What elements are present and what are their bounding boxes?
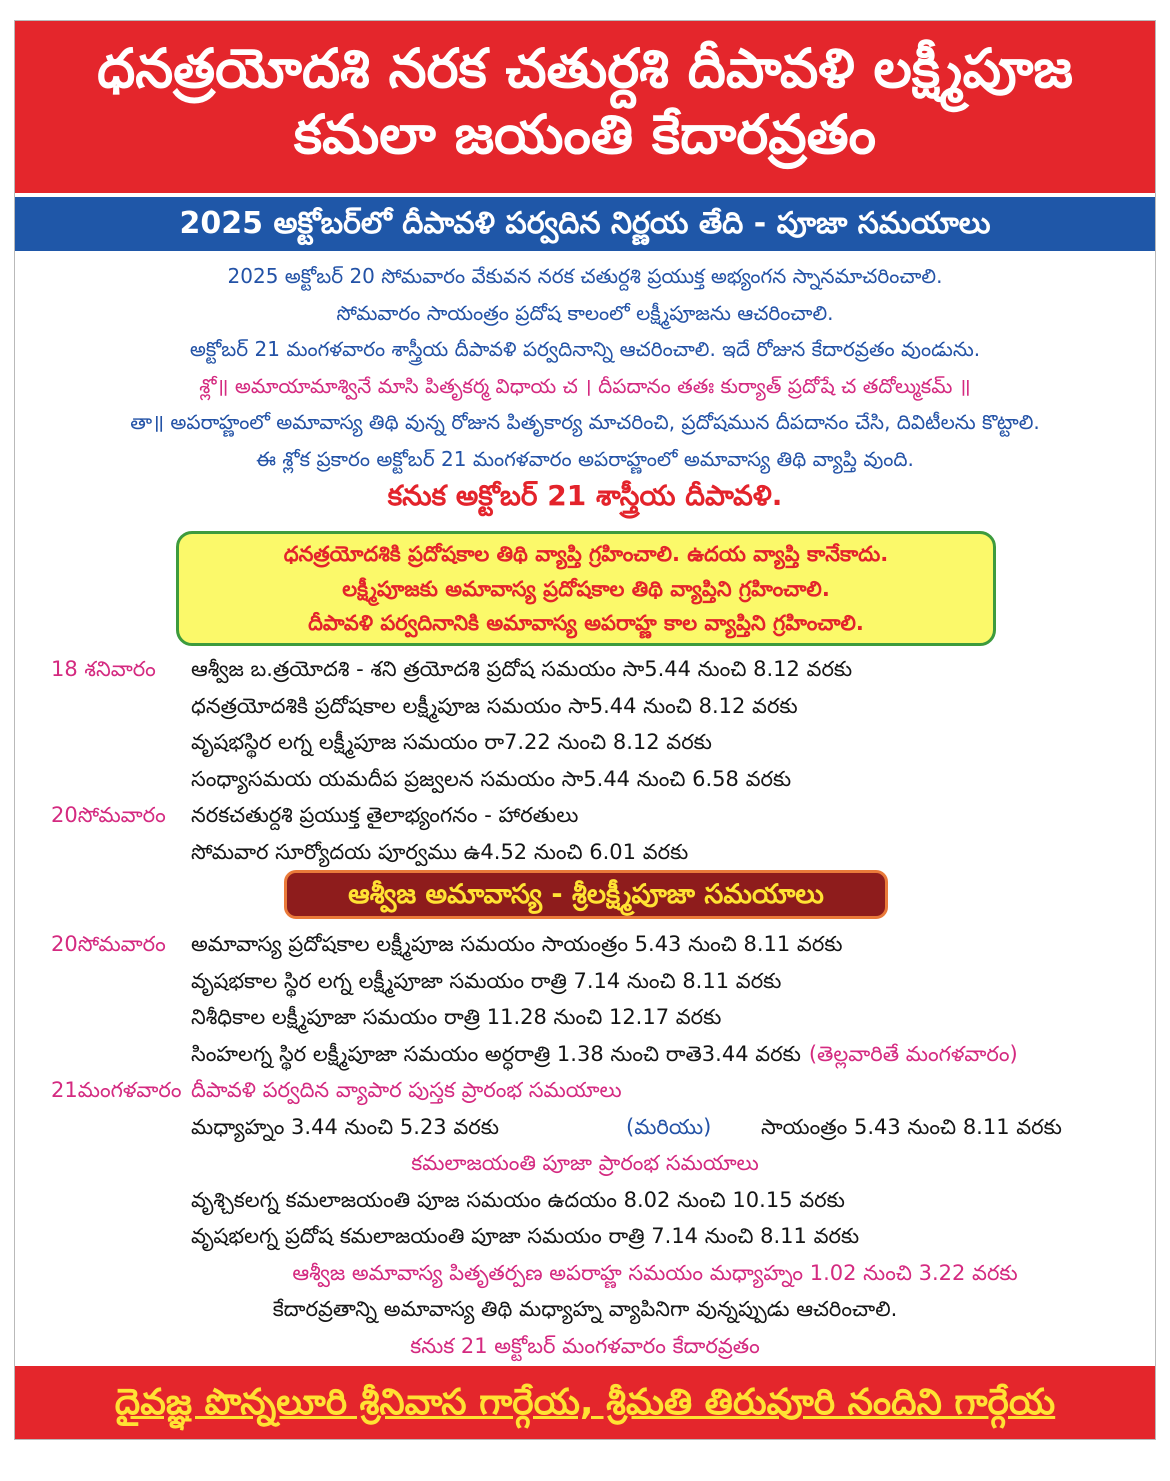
schedule-text: నిశీధికాల లక్ష్మీపూజా సమయం రాత్రి 11.28 నుంచి 12.17 వరకు (191, 1005, 722, 1029)
intro-line-1: 2025 అక్టోబర్ 20 సోమవారం వేకువన నరక చతుర్దశి ప్రయుక్త అభ్యంగన స్నానమాచరించాలి. (227, 264, 943, 288)
schedule-row (15, 1182, 1155, 1219)
intro-line-3: అక్టోబర్ 21 మంగళవారం శాస్త్రీయ దీపావళి పర్వదినాన్ని ఆచరించాలి. ఇదే రోజున కేదారవ్రతం వుండును. (189, 337, 981, 361)
rules-box (176, 531, 996, 646)
schedule-text: వృశ్చికలగ్న కమలాజయంతి పూజ సమయం ఉదయం 8.02 నుంచి 10.15 వరకు (191, 1187, 845, 1212)
amavasya-schedule (15, 926, 1155, 1364)
kedara-rule-text: కేదారవ్రతాన్ని అమావాస్య తిథి మధ్యాహ్న వ్యాపినిగా వున్నప్పుడు ఆచరించాలి. (272, 1297, 898, 1321)
kamala-jayanti-title-text: కమలాజయంతి పూజా ప్రారంభ సమయాలు (411, 1151, 759, 1175)
sloka-meaning: తా॥ అపరాహ్ణంలో అమావాస్య తిథి వున్న రోజున పితృకార్య మాచరించి, ప్రదోషమున దీపదానం చేసి, దివిటీలను కొట్టాలి. (130, 410, 1040, 434)
schedule-text: ఆశ్వీజ బ.త్రయోదశి - శని త్రయోదశి ప్రదోష సమయం సా5.44 నుంచి 8.12 వరకు (191, 657, 853, 681)
schedule-text: అమావాస్య ప్రదోషకాల లక్ష్మీపూజ సమయం సాయంత్రం 5.43 నుంచి 8.11 వరకు (191, 932, 843, 956)
kedara-conclusion-text: కనుక 21 అక్టోబర్ మంగళవారం కేదారవ్రతం (410, 1333, 760, 1358)
connector-text: (మరియు) (626, 1114, 712, 1139)
intro-line-6: ఈ శ్లోక ప్రకారం అక్టోబర్ 21 మంగళవారం అపరాహ్ణంలో అమావాస్య తిథి వ్యాప్తి వుంది. (256, 446, 914, 471)
business-books-title: దీపావళి పర్వదిన వ్యాపార పుస్తక ప్రారంభ సమయాలు (191, 1078, 622, 1102)
schedule-text: ధనత్రయోదశికి ప్రదోషకాల లక్ష్మీపూజ సమయం సా5.44 నుంచి 8.12 వరకు (191, 693, 798, 718)
business-books-day: 21మంగళవారం (51, 1078, 182, 1102)
rule-line: దీపావళి పర్వదినానికి అమావాస్య అపరాహ్ణ కాల వ్యాప్తిని గ్రహించాలి. (308, 611, 864, 635)
schedule-text: సంధ్యాసమయ యమదీప ప్రజ్వలన సమయం సా5.44 నుంచి 6.58 వరకు (191, 766, 792, 791)
intro-line-2: సోమవారం సాయంత్రం ప్రదోష కాలంలో లక్ష్మీపూజను ఆచరించాలి. (336, 300, 834, 325)
poster (14, 20, 1156, 1440)
schedule-day: 20సోమవారం (51, 803, 166, 827)
poster-header (15, 21, 1155, 193)
schedule-row (15, 761, 1155, 798)
schedule-text: వృషభస్థిర లగ్న లక్ష్మీపూజ సమయం రా7.22 నుంచి 8.12 వరకు (191, 730, 712, 754)
schedule-text: సోమవార సూర్యోదయ పూర్వము ఉ4.52 నుంచి 6.01 వరకు (191, 839, 689, 864)
footer-credit: దైవజ్ఞ పొన్నలూరి శ్రీనివాస గార్గేయ, శ్రీమతి తిరువూరి నందిని గార్గేయ (15, 1366, 1155, 1439)
schedule-row (15, 963, 1155, 1000)
schedule-row (15, 724, 1155, 761)
schedule-row (15, 999, 1155, 1036)
schedule-row (15, 926, 1155, 963)
schedule-row (15, 688, 1155, 725)
schedule-note: (తెల్లవారితే మంగళవారం) (808, 1041, 1018, 1066)
schedule-row (15, 797, 1155, 834)
header-title-line1: ధనత్రయోదశి నరక చతుర్దశి దీపావళి లక్ష్మీపూజ (97, 37, 1073, 100)
banner-title: 2025 అక్టోబర్‌లో దీపావళి పర్వదిన నిర్ణయ తేది - పూజా సమయాలు (15, 197, 1155, 251)
schedule-text: వృషభకాల స్థిర లగ్న లక్ష్మీపూజా సమయం రాత్రి 7.14 నుంచి 8.11 వరకు (191, 968, 782, 993)
intro-conclusion: కనుక అక్టోబర్ 21 శాస్త్రీయ దీపావళి. (387, 479, 783, 512)
rule-line: ధనత్రయోదశికి ప్రదోషకాల తిథి వ్యాప్తి గ్రహించాలి. ఉదయ వ్యాప్తి కానేకాదు. (283, 542, 889, 566)
header-title-line2: కమలా జయంతి కేదారవ్రతం (293, 103, 877, 166)
schedule-text: వృషభలగ్న ప్రదోష కమలాజయంతి పూజా సమయం రాత్రి 7.14 నుంచి 8.11 వరకు (191, 1224, 860, 1248)
pitru-tarpana (15, 1255, 1155, 1292)
pitru-tarpana-text: ఆశ్వీజ అమావాస్య పితృతర్పణ అపరాహ్ణ సమయం మధ్యాహ్నం 1.02 నుంచి 3.22 వరకు (292, 1260, 1018, 1285)
kedara-rule (15, 1291, 1155, 1328)
business-books-heading (15, 1072, 1155, 1109)
kamala-jayanti-title (15, 1145, 1155, 1182)
intro-block (15, 251, 1155, 515)
schedule-text: సింహలగ్న స్థిర లక్ష్మీపూజా సమయం అర్ధరాత్రి 1.38 నుంచి రాతె3.44 వరకు (191, 1041, 801, 1066)
schedule-day: 20సోమవారం (51, 932, 166, 956)
sloka: శ్లో॥ అమాయామాశ్వినే మాసి పితృకర్మ విధాయ చ । దీపదానం తతః కుర్యాత్ ప్రదోషే చ తదోల్ముకమ్ ॥ (199, 373, 971, 398)
schedule-row-with-note (191, 1036, 1018, 1073)
schedule-row (15, 651, 1155, 688)
afternoon-time: మధ్యాహ్నం 3.44 నుంచి 5.23 వరకు (191, 1114, 499, 1139)
business-books-times (15, 1109, 1155, 1146)
schedule-text: నరకచతుర్దశి ప్రయుక్త తైలాభ్యంగనం - హారతులు (191, 803, 579, 827)
schedule-row (15, 834, 1155, 871)
evening-time: సాయంత్రం 5.43 నుంచి 8.11 వరకు (761, 1114, 1062, 1139)
schedule-day: 18 శనివారం (51, 657, 156, 681)
amavasya-heading: ఆశ్వీజ అమావాస్య - శ్రీలక్ష్మీపూజా సమయాలు (284, 870, 888, 919)
rule-line: లక్ష్మీపూజకు అమావాస్య ప్రదోషకాల తిథి వ్యాప్తిని గ్రహించాలి. (342, 576, 830, 601)
schedule-row (15, 1218, 1155, 1255)
kedara-conclusion (15, 1328, 1155, 1365)
trayodashi-schedule (15, 651, 1155, 870)
schedule-row (15, 1036, 1155, 1073)
